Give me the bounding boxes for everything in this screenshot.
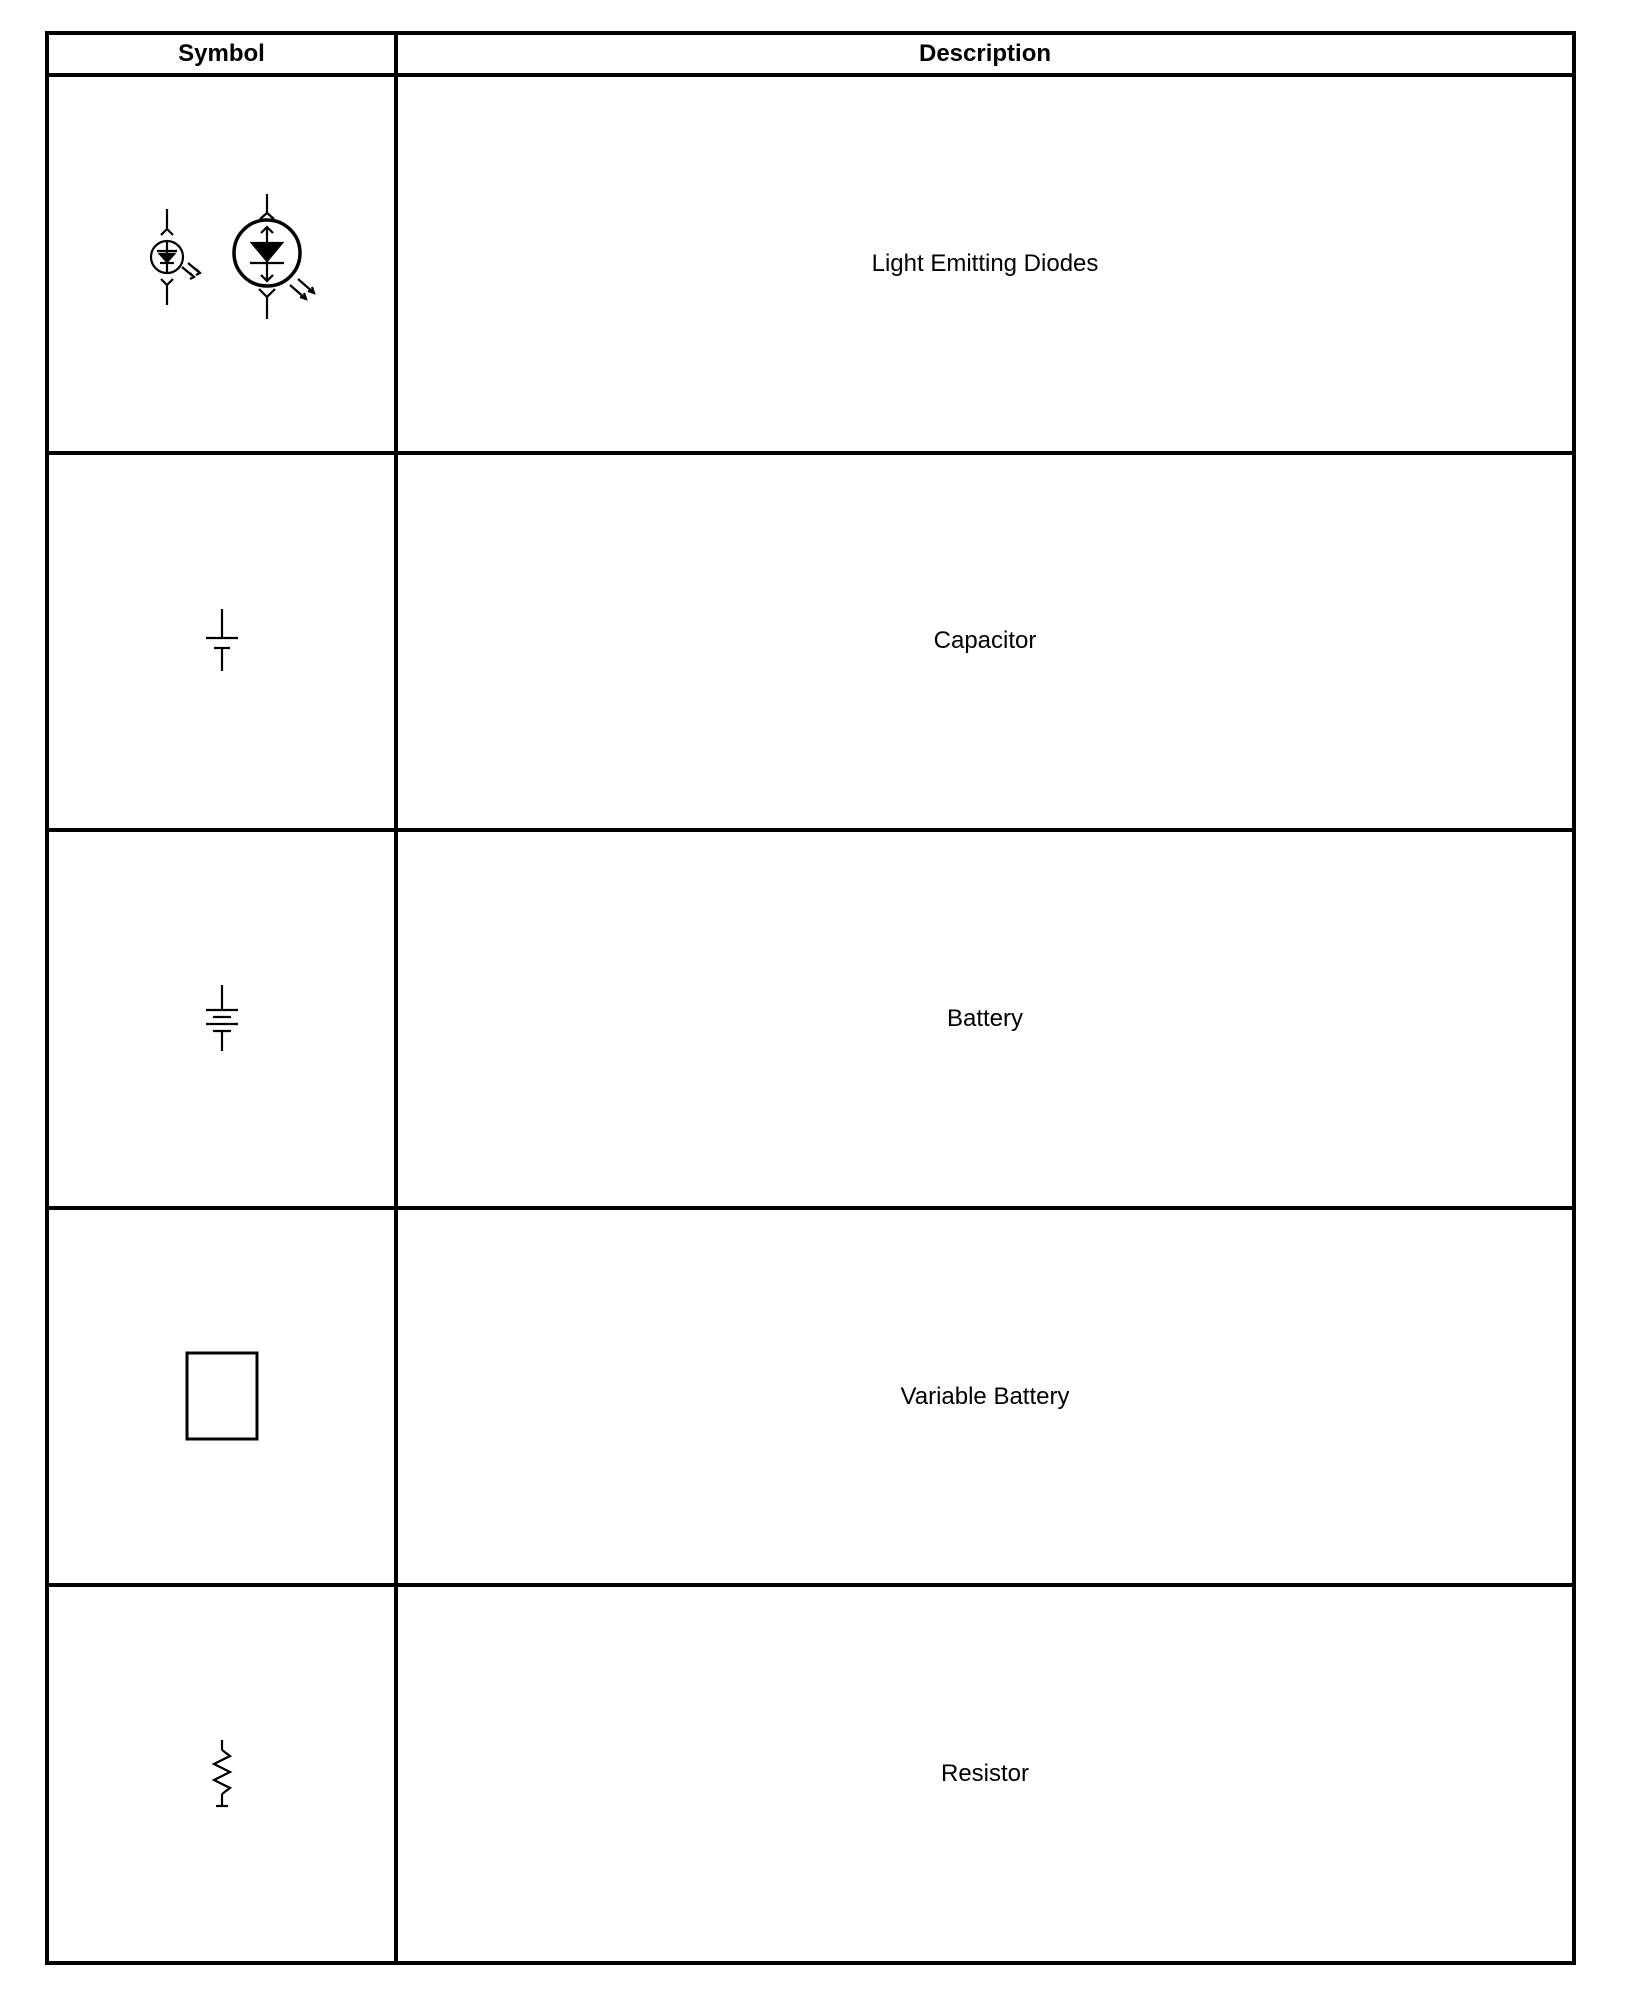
capacitor-symbol-icon [192,601,252,681]
symbol-table [45,31,1576,1965]
battery-symbol-icon [192,979,252,1059]
header-row [47,33,1574,75]
variable-battery-symbol-icon [182,1347,262,1447]
symbol-column-header: Symbol [47,33,396,75]
description-cell: Resistor [396,1585,1574,1963]
symbol-cell [47,1585,396,1963]
description-column-header: Description [396,33,1574,75]
symbol-cell [47,1208,396,1586]
table-row [47,1585,1574,1963]
description-cell: Battery [396,830,1574,1208]
led-symbols-icon [102,189,342,339]
symbol-cell [47,75,396,453]
small-led-icon [151,209,200,305]
table-row [47,453,1574,831]
description-cell: Variable Battery [396,1208,1574,1586]
table-row [47,1208,1574,1586]
symbol-cell [47,830,396,1208]
resistor-symbol-icon [192,1734,252,1814]
large-led-icon [234,194,314,319]
symbol-cell [47,453,396,831]
table-row [47,75,1574,453]
description-cell: Light Emitting Diodes [396,75,1574,453]
description-cell: Capacitor [396,453,1574,831]
table-row [47,830,1574,1208]
